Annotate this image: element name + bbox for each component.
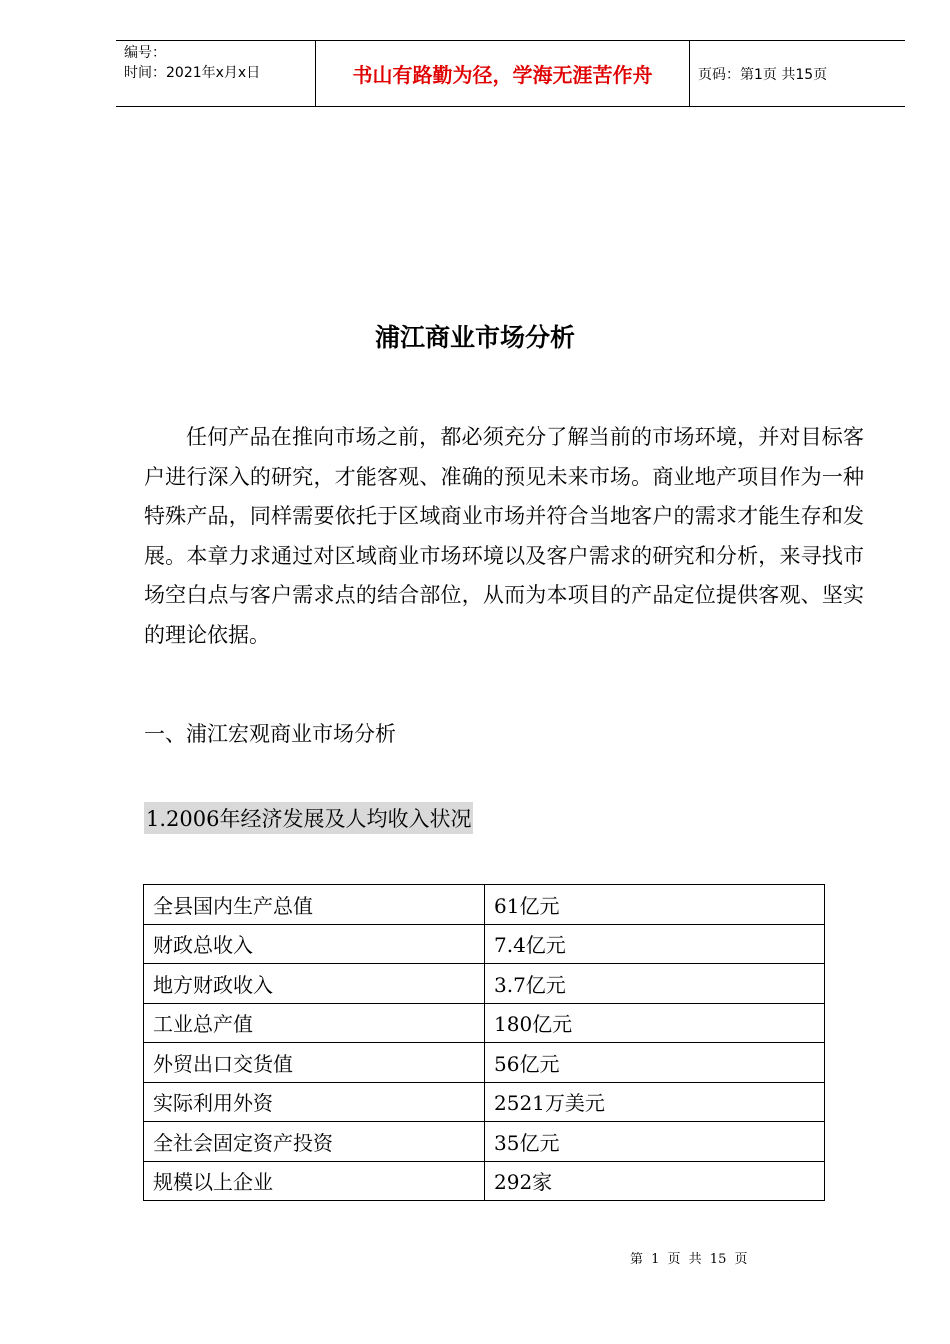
header-meta — [116, 41, 316, 106]
table-row — [144, 1122, 825, 1162]
table-cell-value: 180亿元 — [485, 1003, 825, 1043]
table-cell-item: 工业总产值 — [144, 1003, 485, 1043]
table-cell-value: 7.4亿元 — [485, 924, 825, 964]
table-cell-value: 56亿元 — [485, 1043, 825, 1083]
intro-paragraph: 任何产品在推向市场之前，都必须充分了解当前的市场环境，并对目标客户进行深入的研究，才能客观、准确的预见未来市场。商业地产项目作为一种特殊产品，同样需要依托于区域商业市场并符合当地客户的需求才能生存和发展。本章力求通过对区域商业市场环境以及客户需求的研究和分析，来寻找市场空白点与客户需求点的结合部位，从而为本项目的产品定位提供客观、坚实的理论依据。 — [144, 425, 864, 647]
time-label: 时间：2021年x月x日 — [124, 65, 261, 81]
table-row — [144, 1003, 825, 1043]
table-cell-value: 35亿元 — [485, 1122, 825, 1162]
table-cell-item: 全县国内生产总值 — [144, 885, 485, 925]
table-cell-item: 规模以上企业 — [144, 1161, 485, 1201]
table-row — [144, 885, 825, 925]
table-cell-item: 地方财政收入 — [144, 964, 485, 1004]
table-row — [144, 1161, 825, 1201]
table-cell-value: 292家 — [485, 1161, 825, 1201]
table-row — [144, 964, 825, 1004]
table-cell-item: 外贸出口交货值 — [144, 1043, 485, 1083]
table-cell-value: 61亿元 — [485, 885, 825, 925]
serial-label: 编号： — [124, 45, 166, 61]
table-row — [144, 1082, 825, 1122]
table-cell-item: 全社会固定资产投资 — [144, 1122, 485, 1162]
table-cell-value: 2521万美元 — [485, 1082, 825, 1122]
table-cell-item: 实际利用外资 — [144, 1082, 485, 1122]
table-cell-value: 3.7亿元 — [485, 964, 825, 1004]
table-row — [144, 1043, 825, 1083]
header-page-info: 页码：第1页 共15页 — [698, 66, 828, 83]
subsection-heading: 1.2006年经济发展及人均收入状况 — [144, 802, 473, 834]
page-header — [116, 40, 905, 107]
table-cell-item: 财政总收入 — [144, 924, 485, 964]
table-row — [144, 924, 825, 964]
document-title: 浦江商业市场分析 — [374, 323, 575, 352]
header-motto: 书山有路勤为径，学海无涯苦作舟 — [316, 41, 690, 106]
page-footer: 第 1 页 共 15 页 — [630, 1252, 748, 1267]
section-heading: 一、浦江宏观商业市场分析 — [144, 722, 396, 746]
economic-stats-table — [143, 884, 825, 1201]
